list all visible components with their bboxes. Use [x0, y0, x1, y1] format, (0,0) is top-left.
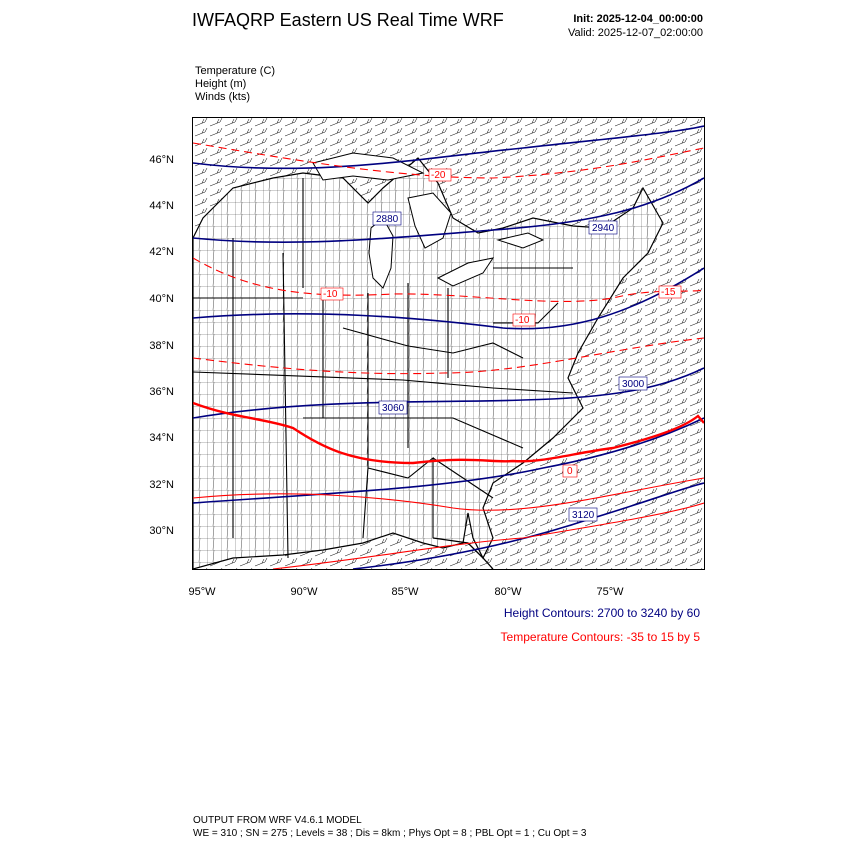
temp-label-1: -20	[431, 170, 446, 181]
lon-label-85: 85°W	[391, 586, 419, 598]
lat-label-34: 34°N	[149, 432, 174, 444]
footer-model: OUTPUT FROM WRF V4.6.1 MODEL	[193, 815, 362, 826]
height-label-1: 2880	[376, 214, 399, 225]
height-label-4: 3060	[382, 403, 405, 414]
lat-label-36: 36°N	[149, 386, 174, 398]
lat-label-40: 40°N	[149, 293, 174, 305]
height-label-5: 3120	[572, 510, 595, 521]
lat-label-30: 30°N	[149, 525, 174, 537]
footer-config: WE = 310 ; SN = 275 ; Levels = 38 ; Dis = 8km ; Phys Opt = 8 ; PBL Opt = 1 ; Cu Opt = 3	[193, 828, 587, 839]
lon-label-75: 75°W	[596, 586, 624, 598]
lat-label-42: 42°N	[149, 246, 174, 258]
field-temperature: Temperature (C)	[195, 65, 276, 77]
map-title: IWFAQRP Eastern US Real Time WRF	[192, 10, 504, 30]
valid-time: Valid: 2025-12-07_02:00:00	[568, 27, 703, 39]
height-label-3: 3000	[622, 379, 645, 390]
temp-label-4: -15	[661, 287, 676, 298]
map-svg	[193, 118, 704, 569]
height-contours-legend: Height Contours: 2700 to 3240 by 60	[503, 606, 700, 620]
lon-label-90: 90°W	[290, 586, 318, 598]
field-winds: Winds (kts)	[195, 91, 250, 103]
temp-label-3: -10	[515, 315, 530, 326]
map-panel	[192, 117, 705, 570]
temp-label-5: 0	[567, 466, 573, 477]
lat-label-38: 38°N	[149, 340, 174, 352]
lon-label-95: 95°W	[188, 586, 216, 598]
lat-label-46: 46°N	[149, 154, 174, 166]
lon-label-80: 80°W	[494, 586, 522, 598]
lat-label-44: 44°N	[149, 200, 174, 212]
temp-label-2: -10	[323, 289, 338, 300]
field-height: Height (m)	[195, 78, 247, 90]
height-label-2: 2940	[592, 223, 615, 234]
temperature-contours-legend: Temperature Contours: -35 to 15 by 5	[500, 630, 700, 644]
lat-label-32: 32°N	[149, 479, 174, 491]
init-time: Init: 2025-12-04_00:00:00	[573, 13, 703, 25]
